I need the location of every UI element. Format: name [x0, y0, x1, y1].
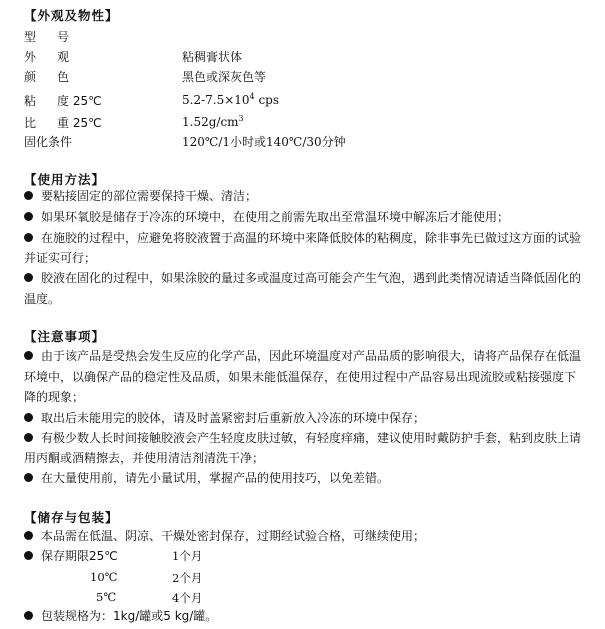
list-item-continuation: 用丙酮或酒精擦去，并使用清洁剂清洗干净；	[24, 451, 265, 465]
bullet-icon	[24, 531, 33, 540]
bullet-icon	[24, 212, 33, 221]
notes-section-title: 【注意事项】	[24, 329, 106, 344]
property-key: 颜	[24, 70, 37, 84]
list-item: 如果环氧胶是储存于冷冻的环境中，在使用之前需先取出至常温环境中解冻后才能使用；	[24, 207, 593, 227]
property-row-curing	[24, 133, 584, 151]
bullet-icon	[24, 233, 33, 242]
properties-section-title: 【外观及物性】	[24, 8, 119, 23]
property-value: $1.52g/cm^3$	[182, 114, 244, 129]
list-item-continuation: 降的现象；	[24, 390, 85, 404]
property-row-color	[24, 68, 584, 86]
bullet-icon	[24, 551, 33, 560]
list-item: 要粘接固定的部位需要保持干燥、清洁；	[24, 186, 593, 206]
property-value: 120℃/1小时或140℃/30分钟	[182, 135, 346, 149]
property-key: 色	[57, 70, 70, 84]
bullet-icon	[24, 351, 33, 360]
list-item: 有极少数人长时间接触胶液会产生轻度皮肤过敏，有轻度痒痛，建议使用时戴防护手套，粘到皮肤上请	[24, 428, 593, 448]
usage-section-title: 【使用方法】	[24, 172, 106, 187]
property-key: 观	[57, 50, 70, 64]
property-value: 黑色或深灰色等	[182, 70, 267, 84]
property-key: 粘	[24, 94, 37, 108]
storage-section-title: 【储存与包装】	[24, 510, 119, 525]
property-value: 粘稠膏状体	[182, 50, 243, 64]
storage-temp: 10℃	[90, 570, 118, 584]
property-key: 固化条件	[24, 135, 73, 149]
property-key: 重 25℃	[57, 116, 102, 130]
list-item: 由于该产品是受热会发生反应的化学产品，因此环境温度对产品品质的影响很大，请将产品保存在低温	[24, 346, 593, 366]
bullet-icon	[24, 473, 33, 482]
property-row-density	[24, 114, 584, 132]
property-key: 号	[57, 30, 70, 44]
property-key: 外	[24, 50, 37, 64]
storage-period-value: 1个月	[172, 549, 203, 563]
property-key: 比	[24, 116, 37, 130]
property-row-model	[24, 28, 584, 46]
property-row-viscosity	[24, 92, 584, 110]
list-item-continuation: 并证实可行；	[24, 251, 97, 265]
property-value: $5.2-7.5\times 10^4$ cps	[182, 92, 280, 107]
bullet-icon	[24, 413, 33, 422]
list-item: 在大量使用前，请先小量试用，掌握产品的使用技巧，以免差错。	[24, 468, 593, 488]
list-item: 本品需在低温、阴凉、干燥处密封保存，过期经试验合格，可继续使用；	[24, 526, 593, 546]
list-item-continuation: 温度。	[24, 292, 61, 306]
bullet-icon	[24, 611, 33, 620]
list-item-continuation: 环境中，以确保产品的稳定性及品质，如果未能低温保存，在使用过程中产品容易出现流胶或粘接强度下	[24, 370, 577, 384]
storage-period-value: 4个月	[172, 591, 203, 605]
bullet-icon	[24, 191, 33, 200]
list-item: 取出后未能用完的胶体，请及时盖紧密封后重新放入冷冻的环境中保存；	[24, 408, 593, 428]
list-item-storage-period: 保存期限25℃	[24, 546, 593, 566]
storage-temp: 5℃	[96, 590, 117, 604]
property-key: 型	[24, 30, 37, 44]
list-item: 胶液在固化的过程中，如果涂胶的量过多或温度过高可能会产生气泡，遇到此类情况请适当降低固化的	[24, 268, 593, 288]
bullet-icon	[24, 273, 33, 282]
list-item: 包装规格为：1kg/罐或5 kg/罐。	[24, 606, 593, 626]
property-key: 度 25℃	[57, 94, 102, 108]
bullet-icon	[24, 433, 33, 442]
storage-period-value: 2个月	[172, 571, 203, 585]
property-row-appearance	[24, 48, 584, 66]
list-item: 在施胶的过程中，应避免将胶液置于高温的环境中来降低胶体的粘稠度，除非事先已做过这方面的试验	[24, 228, 593, 248]
